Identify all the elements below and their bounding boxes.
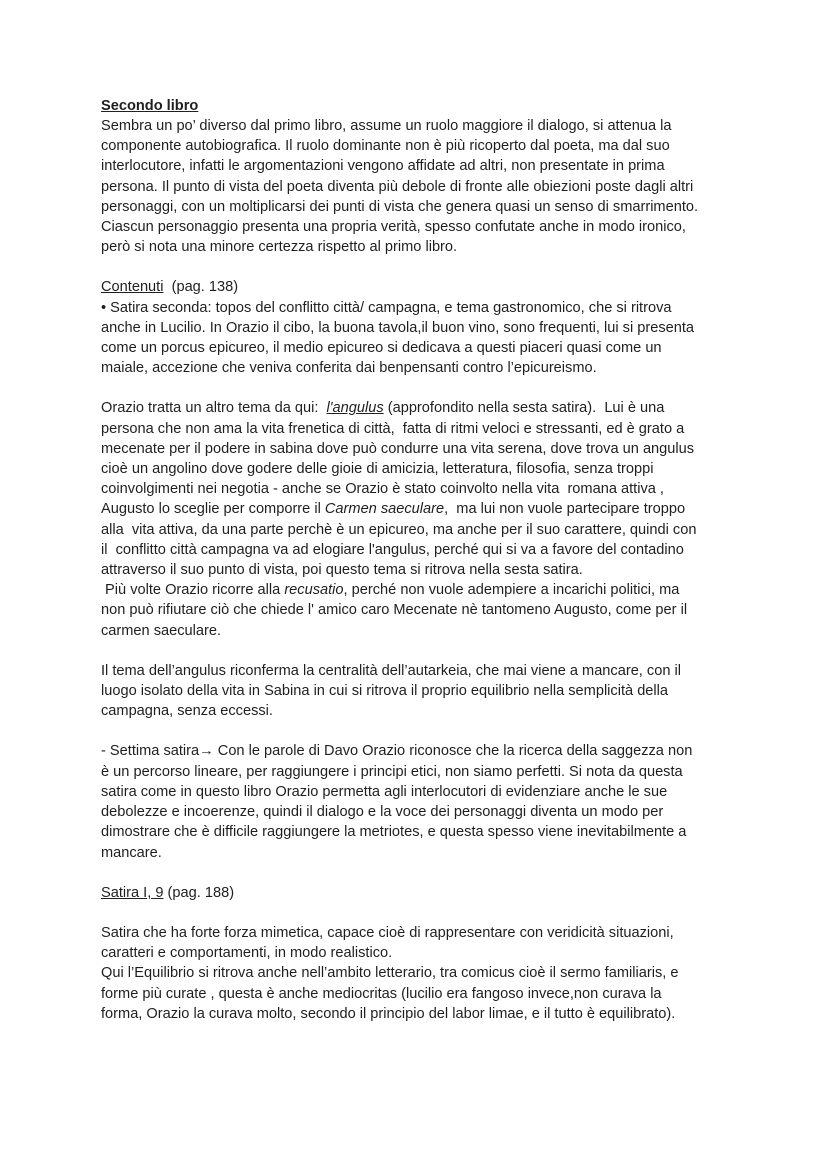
contenuti-page-ref: (pag. 138) — [163, 279, 239, 296]
angulus-line: cioè un angolino dove godere delle gioie di amicizia, letteratura, filosofia, senza troppi — [101, 461, 654, 478]
angulus-line: alla vita attiva, da una parte perchè è un epicureo, ma anche per il suo carattere, quindi con — [101, 521, 697, 538]
satira-i9-page-ref: (pag. 188) — [163, 884, 235, 901]
mimetica-line: forme più curate , questa è anche mediocritas (lucilio era fangoso invece,non curava la — [101, 985, 662, 1002]
angulus-line: coinvolgimenti nei negotia - anche se Orazio è stato coinvolto nella vita romana attiva , — [101, 481, 664, 498]
intro-line: interlocutore, infatti le argomentazioni vengono affidate ad altri, non presentate in prima — [101, 158, 665, 175]
angulus-text: Orazio tratta un altro tema da qui: — [101, 400, 327, 417]
angulus-line: persona che non ama la vita frenetica di città, fatta di ritmi veloci e stressanti, ed è grato a — [101, 420, 685, 437]
settima-line: debolezze e incoerenze, quindi il dialogo e la voce dei personaggi diventa un modo per — [101, 804, 664, 821]
autarkeia-line: Il tema dell’angulus riconferma la centralità dell’autarkeia, che mai viene a mancare, con il — [101, 662, 681, 679]
settima-line: - Settima satira→ Con le parole di Davo Orazio riconosce che la ricerca della saggezza non — [101, 743, 693, 760]
contenuti-line: maiale, accezione che veniva conferita dai benpensanti contro l’epicureismo. — [101, 360, 597, 377]
satira-i9-heading — [101, 883, 741, 903]
angulus-line: non può rifiutare ciò che chiede l' amico caro Mecenate nè tantomeno Augusto, come per il — [101, 602, 688, 619]
intro-line: Sembra un po’ diverso dal primo libro, assume un ruolo maggiore il dialogo, si attenua la — [101, 118, 672, 134]
settima-line: satira come in questo libro Orazio permetta agli interlocutori di evidenziare anche le sue — [101, 783, 668, 800]
contenuti-line: anche in Lucilio. In Orazio il cibo, la buona tavola,il buon vino, sono frequenti, lui si presenta — [101, 319, 695, 336]
satira-i9-label: Satira I, 9 — [101, 884, 164, 901]
intro-line: personaggi, con un moltiplicarsi dei punti di vista che genera quasi un senso di smarrimento. — [101, 198, 699, 215]
angulus-text: Augusto lo sceglie per comporre il — [101, 501, 325, 518]
intro-line: però si nota una minore certezza rispetto al primo libro. — [101, 239, 458, 256]
mimetica-line: forma, Orazio la curava molto, secondo il principio del labor limae, e il tutto è equilibrato). — [101, 1005, 676, 1022]
autarkeia-line: luogo isolato della vita in Sabina in cui si ritrova il proprio equilibrio nella semplicità della — [101, 683, 669, 700]
angulus-text: , ma lui non vuole partecipare troppo — [444, 501, 686, 518]
angulus-line: carmen saeculare. — [101, 622, 222, 639]
angulus-text: Più volte Orazio ricorre alla — [101, 582, 285, 599]
contenuti-heading — [101, 277, 741, 297]
settima-line: dimostrare che è difficile raggiungere la metriotes, e questa spesso viene inevitabilmente a — [101, 824, 687, 841]
autarkeia-paragraph — [101, 661, 741, 722]
mimetica-line: Satira che ha forte forza mimetica, capace cioè di rappresentare con veridicità situazioni, — [101, 924, 674, 941]
mimetica-line: Qui l’Equilibrio si ritrova anche nell’ambito letterario, tra comicus cioè il sermo familiaris, e — [101, 965, 679, 982]
contenuti-label: Contenuti — [101, 279, 164, 296]
angulus-line: attraverso il suo punto di vista, poi questo tema si ritrova nella sesta satira. — [101, 562, 583, 579]
contenuti-line: come un porcus epicureo, il medio epicureo si dedicava a questi piaceri quasi come un — [101, 340, 662, 357]
contenuti-line: • Satira seconda: topos del conflitto città/ campagna, e tema gastronomico, che si ritrova — [101, 299, 672, 316]
recusatio-term: recusatio — [284, 582, 344, 599]
angulus-text: (approfondito nella sesta satira). Lui è una — [383, 400, 665, 417]
contenuti-paragraph — [101, 298, 741, 379]
intro-line: componente autobiografica. Il ruolo dominante non è più ricoperto dal poeta, ma dal suo — [101, 138, 670, 155]
mimetica-paragraph — [101, 923, 741, 1024]
section-title: Secondo libro — [101, 98, 199, 114]
angulus-term: l'angulus — [326, 400, 384, 417]
settima-satira-paragraph — [101, 741, 741, 862]
autarkeia-line: campagna, senza eccessi. — [101, 703, 273, 720]
intro-paragraph — [101, 116, 741, 257]
angulus-line: mecenate per il podere in sabina dove può condurre una vita serena, dove trova un angulus — [101, 440, 695, 457]
angulus-text: , perché non vuole adempiere a incarichi politici, ma — [343, 582, 680, 599]
carmen-saeculare-term: Carmen saeculare — [324, 501, 445, 518]
angulus-paragraph — [101, 398, 741, 640]
settima-line: è un percorso lineare, per raggiungere i principi etici, non siamo perfetti. Si nota da questa — [101, 763, 683, 780]
angulus-line: il conflitto città campagna va ad elogiare l'angulus, perché qui si va a favore del contadino — [101, 541, 684, 558]
mimetica-line: caratteri e comportamenti, in modo realistico. — [101, 945, 393, 962]
document-body — [101, 96, 741, 1024]
intro-line: Ciascun personaggio presenta una propria verità, spesso confutate anche in modo ironico, — [101, 219, 686, 236]
intro-line: persona. Il punto di vista del poeta diventa più debole di fronte alle obiezioni poste dagli altri — [101, 178, 694, 195]
settima-line: mancare. — [101, 844, 162, 861]
